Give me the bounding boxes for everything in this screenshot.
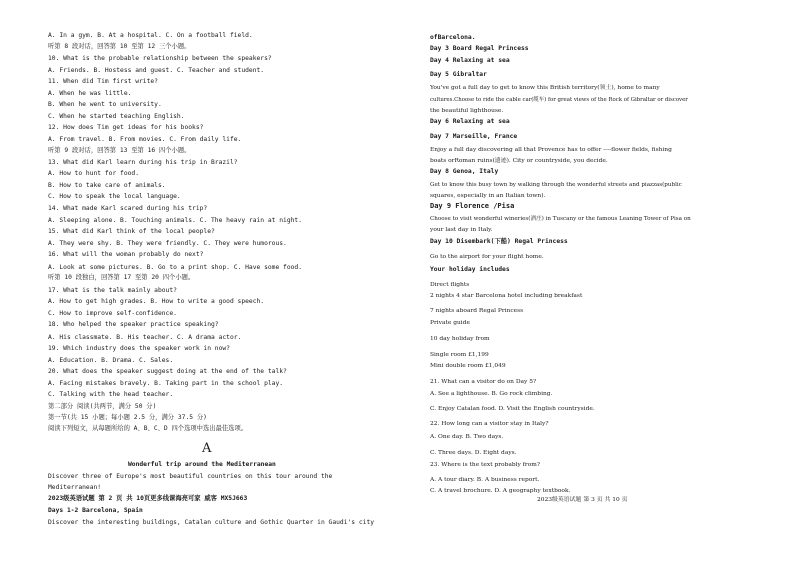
day-heading: Day 10 Disembark(下船) Regal Princess bbox=[430, 238, 568, 245]
day-heading: Day 5 Gibraltar bbox=[430, 71, 487, 78]
question-19: 19. Which industry does the speaker work in now? bbox=[48, 345, 230, 352]
article-intro: Discover three of Europe's most beautiful countries on this tour around the bbox=[48, 473, 333, 480]
day-text: Go to the airport for your flight home. bbox=[430, 254, 544, 260]
page-footer: 2023级英语试题 第 3 页 共 10 页 bbox=[537, 497, 628, 503]
reading-part-heading: 第一节(共 15 小题；每小题 2.5 分，满分 37.5 分) bbox=[48, 414, 207, 421]
day-text: cultures.Choose to ride the cable car(缆车) for great views of the Rock of Gibraltar or discover bbox=[430, 97, 688, 103]
day-heading: Day 8 Genoa, Italy bbox=[430, 168, 499, 175]
text-line: ofBarcelona. bbox=[430, 34, 476, 41]
question-17: 17. What is the talk mainly about? bbox=[48, 287, 177, 294]
q15-options: A. They were shy. B. They were friendly. C. They were humorous. bbox=[48, 240, 287, 247]
day-text: boats orRoman ruins(遗迹). City or countryside, you decide. bbox=[430, 158, 608, 164]
q20-option-c: C. Talking with the head teacher. bbox=[48, 391, 174, 398]
q9-options: A. In a gym. B. At a hospital. C. On a football field. bbox=[48, 32, 253, 39]
article-title: Wonderful trip around the Mediterranean bbox=[128, 461, 276, 468]
q17-option-c: C. How to improve self-confidence. bbox=[48, 310, 177, 317]
question-22: 22. How long can a visitor stay in Italy? bbox=[430, 421, 549, 427]
q18-options: A. His classmate. B. His teacher. C. A drama actor. bbox=[48, 334, 242, 341]
day-heading: Day 7 Marseille, France bbox=[430, 133, 518, 140]
q13-option-b: B. How to take care of animals. bbox=[48, 182, 166, 189]
q16-options: A. Look at some pictures. B. Go to a print shop. C. Have some food. bbox=[48, 264, 303, 271]
price-heading: 10 day holiday from bbox=[430, 336, 490, 342]
page-footer: 2023级英语试题 第 2 页 共 10页更多线课海亮可家 威客 MX5J663 bbox=[48, 495, 248, 502]
include-item: Private guide bbox=[430, 320, 470, 326]
q21-options-ab: A. See a lighthouse. B. Go rock climbing. bbox=[430, 391, 553, 397]
question-18: 18. Who helped the speaker practice speaking? bbox=[48, 321, 219, 328]
day-heading: Day 6 Relaxing at sea bbox=[430, 118, 510, 125]
question-23: 23. Where is the text probably from? bbox=[430, 462, 541, 468]
question-12: 12. How does Tim get ideas for his books? bbox=[48, 124, 204, 131]
question-10: 10. What is the probable relationship between the speakers? bbox=[48, 55, 272, 62]
question-13: 13. What did Karl learn during his trip in Brazil? bbox=[48, 159, 238, 166]
q23-options-cd: C. A travel brochure. D. A geography textbook. bbox=[430, 488, 571, 494]
q14-options: A. Sleeping alone. B. Touching animals. C. The heavy rain at night. bbox=[48, 217, 303, 224]
article-intro-cont: Mediterranean! bbox=[48, 484, 102, 491]
include-item: 7 nights aboard Regal Princess bbox=[430, 308, 524, 314]
q11-option-b: B. When he went to university. bbox=[48, 101, 162, 108]
question-21: 21. What can a visitor do on Day 5? bbox=[430, 379, 537, 385]
q12-options: A. From travel. B. From movies. C. From daily life. bbox=[48, 136, 242, 143]
q23-options-ab: A. A tour diary. B. A business report. bbox=[430, 477, 540, 483]
reading-section-heading: 第二部分 阅读(共两节，满分 50 分) bbox=[48, 403, 157, 410]
day-text: You've got a full day to get to know this British territory(领土), home to many bbox=[430, 85, 660, 91]
q20-options-ab: A. Facing mistakes bravely. B. Taking part in the school play. bbox=[48, 380, 284, 387]
listening-instruction: 听第 10 段独白，回答第 17 至第 20 四个小题。 bbox=[48, 274, 195, 281]
day-heading: Day 4 Relaxing at sea bbox=[430, 57, 510, 64]
include-item: Direct flights bbox=[430, 282, 470, 288]
price-double: Mini double room £1,049 bbox=[430, 363, 506, 369]
question-16: 16. What will the woman probably do next? bbox=[48, 251, 204, 258]
day-text: squares, especially in an Italian town). bbox=[430, 193, 546, 199]
listening-instruction: 听第 8 段对话，回答第 10 至第 12 三个小题。 bbox=[48, 43, 191, 50]
q11-option-c: C. When he started teaching English. bbox=[48, 113, 185, 120]
question-20: 20. What does the speaker suggest doing at the end of the talk? bbox=[48, 368, 287, 375]
day-heading: Day 9 Florence /Pisa bbox=[430, 202, 515, 210]
day-text: Get to know this busy town by walking through the wonderful streets and piazzas(public bbox=[430, 182, 682, 188]
q13-option-a: A. How to hunt for food. bbox=[48, 170, 139, 177]
reading-instruction: 阅读下列短文，从每题所给的 A、B、C、D 四个选项中选出最佳选项。 bbox=[48, 425, 248, 432]
day-text: the beautiful lighthouse. bbox=[430, 108, 504, 114]
q11-option-a: A. When he was little. bbox=[48, 90, 132, 97]
q10-options: A. Friends. B. Hostess and guest. C. Teacher and student. bbox=[48, 67, 265, 74]
question-11: 11. When did Tim first write? bbox=[48, 78, 158, 85]
day-heading: Days 1-2 Barcelona, Spain bbox=[48, 507, 143, 514]
question-15: 15. What did Karl think of the local people? bbox=[48, 228, 215, 235]
q22-options-cd: C. Three days. D. Eight days. bbox=[430, 450, 517, 456]
q13-option-c: C. How to speak the local language. bbox=[48, 193, 181, 200]
q21-options-cd: C. Enjoy Catalan food. D. Visit the English countryside. bbox=[430, 406, 595, 412]
q22-options-ab: A. One day. B. Two days. bbox=[430, 434, 504, 440]
q17-options-ab: A. How to get high grades. B. How to write a good speech. bbox=[48, 298, 265, 305]
day-text: your last day in Italy. bbox=[430, 227, 493, 233]
holiday-includes-heading: Your holiday includes bbox=[430, 266, 510, 273]
day-text: Enjoy a full day discovering all that Provence has to offer ----flower fields, fishing bbox=[430, 147, 672, 153]
day-heading: Day 3 Board Regal Princess bbox=[430, 45, 529, 52]
q19-options: A. Education. B. Drama. C. Sales. bbox=[48, 357, 174, 364]
day-text: Choose to visit wonderful wineries(酒庄) in Tuscany or the famous Leaning Tower of Pisa on bbox=[430, 216, 691, 222]
day-text: Discover the interesting buildings, Catalan culture and Gothic Quarter in Gaudi's city bbox=[48, 519, 375, 526]
section-letter: A bbox=[202, 441, 212, 456]
question-14: 14. What made Karl scared during his trip? bbox=[48, 205, 208, 212]
listening-instruction: 听第 9 段对话，回答第 13 至第 16 四个小题。 bbox=[48, 147, 191, 154]
include-item: 2 nights 4 star Barcelona hotel including breakfast bbox=[430, 293, 583, 299]
price-single: Single room £1,199 bbox=[430, 352, 489, 358]
